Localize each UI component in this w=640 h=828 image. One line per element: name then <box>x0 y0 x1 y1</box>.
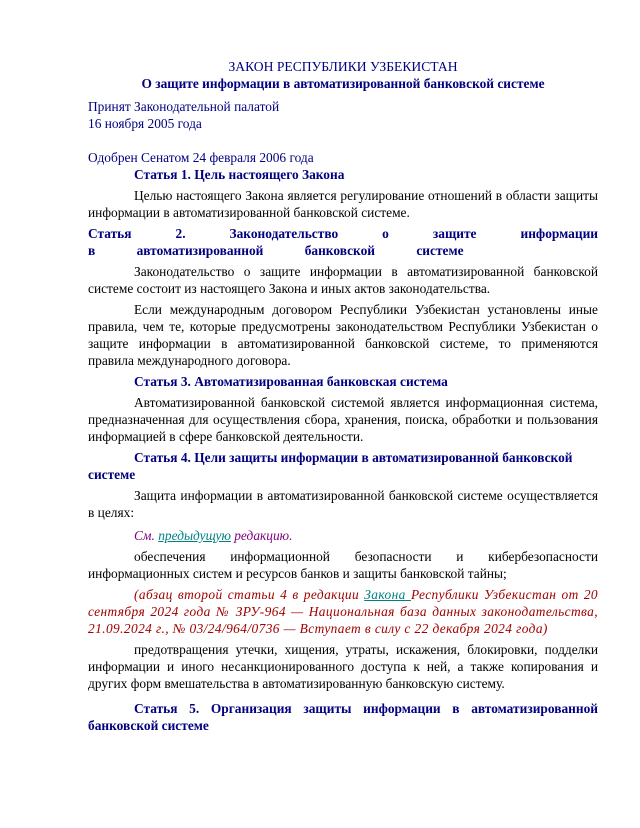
article-2-paragraph-1: Законодательство о защите информации в автоматизированной банковской системе состоит из настоящего Закона и иных актов законодательства. <box>88 264 598 296</box>
note-suffix: редакцию. <box>230 528 293 543</box>
article-4-paragraph-3: предотвращения утечки, хищения, утраты, искажения, блокировки, подделки информации и иного несанкционированного доступа к ней, а также копирования и других форм вмешательства в автоматизированную банковскую систему. <box>88 642 598 691</box>
approved-line: Одобрен Сенатом 24 февраля 2006 года <box>88 150 314 165</box>
amendment-suffix: Республики Узбекистан от 20 сентября 2024 года № ЗРУ-964 — Национальная база данных законодательства, 21.09.2024 г., № 03/24/964/0736 — Вступает в силу с 22 декабря 2024 года) <box>88 587 599 636</box>
article-2-heading: Статья 2. Законодательство о защите информации в автоматизированной банковской системе <box>88 226 598 258</box>
law-document <box>88 58 598 738</box>
document-subtitle: О защите информации в автоматизированной банковской системе <box>141 76 545 91</box>
article-4-heading: Статья 4. Цели защиты информации в автоматизированной банковской системе <box>88 450 573 482</box>
article-4-paragraph-1: Защита информации в автоматизированной банковской системе осуществляется в целях: <box>88 488 598 520</box>
amendment-note <box>88 586 598 637</box>
article-2-paragraph-2: Если международным договором Республики Узбекистан установлены иные правила, чем те, которые предусмотрены законодательством Республики Узбекистан о защите информации в автоматизированной банковской системе, то применяются правила международного договора. <box>88 302 598 368</box>
previous-edition-note <box>88 527 598 544</box>
previous-edition-link[interactable]: предыдущую <box>158 528 231 543</box>
article-4-paragraph-2: обеспечения информационной безопасности и кибербезопасности информационных систем и ресурсов банков и защиты банковской тайны; <box>88 549 598 581</box>
article-1-heading: Статья 1. Цель настоящего Закона <box>134 167 345 182</box>
document-title: ЗАКОН РЕСПУБЛИКИ УЗБЕКИСТАН <box>228 59 458 74</box>
article-3-paragraph: Автоматизированной банковской системой является информационная система, предназначенная для осуществления сбора, хранения, поиска, обработки и пользования информацией в сфере банковской деятельности. <box>88 395 598 444</box>
amending-law-link[interactable]: Закона <box>364 587 411 602</box>
note-prefix: См. <box>134 528 159 543</box>
article-3-heading: Статья 3. Автоматизированная банковская система <box>134 374 448 389</box>
amendment-prefix: (абзац второй статьи 4 в редакции <box>134 587 365 602</box>
article-1-paragraph: Целью настоящего Закона является регулирование отношений в области защиты информации в автоматизированной банковской системе. <box>88 188 598 220</box>
article-5-heading: Статья 5. Организация защиты информации в автоматизированной банковской системе <box>88 701 598 733</box>
adopted-line-2: 16 ноября 2005 года <box>88 116 202 131</box>
adopted-line-1: Принят Законодательной палатой <box>88 99 280 114</box>
